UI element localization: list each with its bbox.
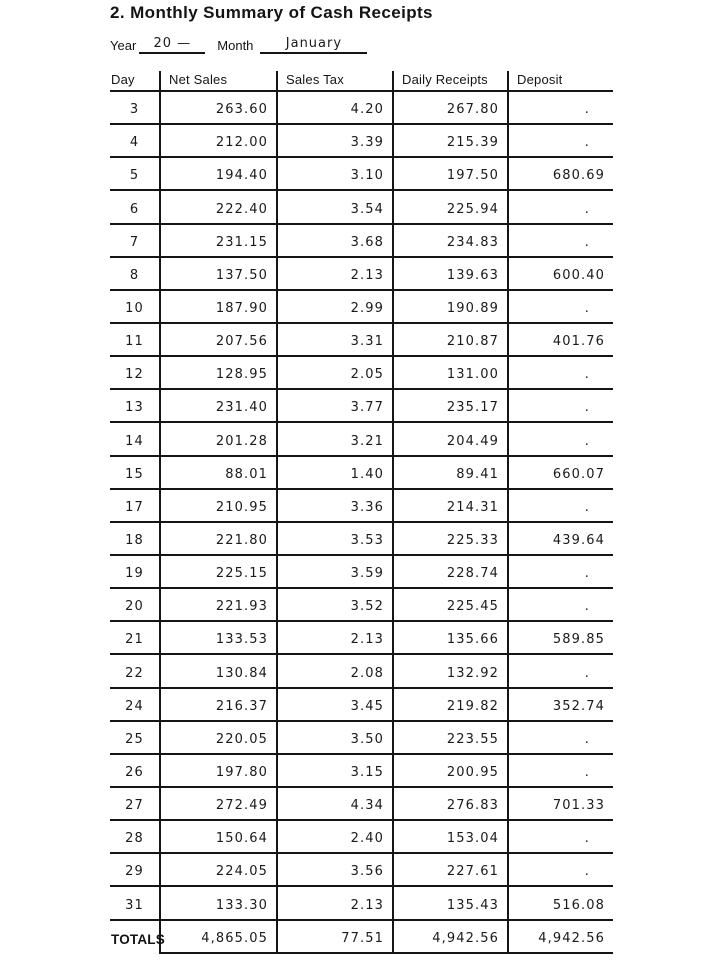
- table-row: [110, 588, 613, 621]
- cell-daily-receipts: 197.50: [393, 157, 508, 190]
- year-month-line: [110, 37, 367, 54]
- cell-sales-tax: 3.36: [277, 489, 393, 522]
- cell-net-sales: 224.05: [160, 853, 277, 886]
- cell-deposit: 701.33: [508, 787, 613, 820]
- month-value: January: [285, 36, 343, 51]
- cell-net-sales: 130.84: [160, 654, 277, 687]
- cell-day: 22: [110, 654, 160, 687]
- cell-net-sales: 216.37: [160, 688, 277, 721]
- cell-day: 12: [110, 356, 160, 389]
- cell-net-sales: 272.49: [160, 787, 277, 820]
- table-row: [110, 787, 613, 820]
- cell-sales-tax: 2.08: [277, 654, 393, 687]
- cell-net-sales: 133.53: [160, 621, 277, 654]
- cell-net-sales: 128.95: [160, 356, 277, 389]
- cell-daily-receipts: 223.55: [393, 721, 508, 754]
- cell-sales-tax: 3.52: [277, 588, 393, 621]
- cell-sales-tax: 2.99: [277, 290, 393, 323]
- page-title: 2. Monthly Summary of Cash Receipts: [110, 3, 433, 22]
- col-header-deposit: Deposit: [508, 71, 613, 91]
- cell-day: 18: [110, 522, 160, 555]
- cell-day: 8: [110, 257, 160, 290]
- cell-sales-tax: 2.40: [277, 820, 393, 853]
- cell-daily-receipts: 210.87: [393, 323, 508, 356]
- cell-sales-tax: 3.77: [277, 389, 393, 422]
- cell-daily-receipts: 267.80: [393, 91, 508, 124]
- cell-sales-tax: 3.31: [277, 323, 393, 356]
- cell-sales-tax: 3.53: [277, 522, 393, 555]
- totals-net-sales: 4,865.05: [160, 920, 277, 953]
- cell-net-sales: 231.15: [160, 224, 277, 257]
- cell-daily-receipts: 89.41: [393, 456, 508, 489]
- cell-day: 20: [110, 588, 160, 621]
- table-row: [110, 654, 613, 687]
- totals-label: TOTALS: [111, 931, 165, 947]
- cell-day: 7: [110, 224, 160, 257]
- cell-sales-tax: 2.05: [277, 356, 393, 389]
- cell-net-sales: 231.40: [160, 389, 277, 422]
- cell-daily-receipts: 131.00: [393, 356, 508, 389]
- cell-net-sales: 210.95: [160, 489, 277, 522]
- cell-deposit: .: [508, 754, 613, 787]
- cell-day: 6: [110, 190, 160, 223]
- table-row: [110, 224, 613, 257]
- cell-sales-tax: 3.50: [277, 721, 393, 754]
- cell-deposit: .: [508, 721, 613, 754]
- cell-deposit: 600.40: [508, 257, 613, 290]
- cell-deposit: .: [508, 224, 613, 257]
- cell-deposit: .: [508, 190, 613, 223]
- cell-sales-tax: 3.54: [277, 190, 393, 223]
- cell-daily-receipts: 227.61: [393, 853, 508, 886]
- cell-sales-tax: 1.40: [277, 456, 393, 489]
- table-row: [110, 754, 613, 787]
- table-row: [110, 257, 613, 290]
- cell-day: 17: [110, 489, 160, 522]
- cell-daily-receipts: 190.89: [393, 290, 508, 323]
- cell-day: 27: [110, 787, 160, 820]
- col-header-sales-tax: Sales Tax: [277, 71, 393, 91]
- cell-net-sales: 187.90: [160, 290, 277, 323]
- cell-sales-tax: 2.13: [277, 621, 393, 654]
- table-row: [110, 389, 613, 422]
- cell-sales-tax: 3.68: [277, 224, 393, 257]
- cell-deposit: 589.85: [508, 621, 613, 654]
- cell-deposit: .: [508, 124, 613, 157]
- cell-sales-tax: 3.45: [277, 688, 393, 721]
- cell-sales-tax: 3.10: [277, 157, 393, 190]
- cell-day: 24: [110, 688, 160, 721]
- cash-receipts-table: [110, 71, 613, 954]
- cell-day: 11: [110, 323, 160, 356]
- cell-daily-receipts: 139.63: [393, 257, 508, 290]
- month-label: Month: [217, 38, 254, 53]
- cell-day: 14: [110, 422, 160, 455]
- table-row: [110, 886, 613, 919]
- cell-deposit: 680.69: [508, 157, 613, 190]
- cell-deposit: .: [508, 654, 613, 687]
- table-row: [110, 688, 613, 721]
- col-header-daily-receipts: Daily Receipts: [393, 71, 508, 91]
- cell-day: 4: [110, 124, 160, 157]
- cell-deposit: .: [508, 489, 613, 522]
- cell-deposit: .: [508, 422, 613, 455]
- cell-day: 29: [110, 853, 160, 886]
- cell-net-sales: 221.80: [160, 522, 277, 555]
- cell-daily-receipts: 135.43: [393, 886, 508, 919]
- cell-sales-tax: 3.39: [277, 124, 393, 157]
- cell-day: 26: [110, 754, 160, 787]
- totals-daily-receipts: 4,942.56: [393, 920, 508, 953]
- cell-deposit: 401.76: [508, 323, 613, 356]
- cell-net-sales: 220.05: [160, 721, 277, 754]
- cell-net-sales: 133.30: [160, 886, 277, 919]
- cell-deposit: .: [508, 290, 613, 323]
- cell-sales-tax: 3.15: [277, 754, 393, 787]
- cell-day: 28: [110, 820, 160, 853]
- cell-net-sales: 222.40: [160, 190, 277, 223]
- table-header-row: [110, 71, 613, 91]
- cell-sales-tax: 2.13: [277, 886, 393, 919]
- cell-day: 21: [110, 621, 160, 654]
- cell-net-sales: 137.50: [160, 257, 277, 290]
- cell-daily-receipts: 135.66: [393, 621, 508, 654]
- table-row: [110, 456, 613, 489]
- cell-daily-receipts: 214.31: [393, 489, 508, 522]
- table-row: [110, 853, 613, 886]
- cell-daily-receipts: 225.94: [393, 190, 508, 223]
- cell-day: 13: [110, 389, 160, 422]
- cell-deposit: .: [508, 820, 613, 853]
- cell-deposit: 660.07: [508, 456, 613, 489]
- cell-day: 5: [110, 157, 160, 190]
- cell-daily-receipts: 215.39: [393, 124, 508, 157]
- year-field: [139, 35, 205, 54]
- cell-net-sales: 207.56: [160, 323, 277, 356]
- cell-daily-receipts: 200.95: [393, 754, 508, 787]
- table-row: [110, 290, 613, 323]
- cell-sales-tax: 3.59: [277, 555, 393, 588]
- cell-daily-receipts: 153.04: [393, 820, 508, 853]
- cell-daily-receipts: 132.92: [393, 654, 508, 687]
- table-row: [110, 721, 613, 754]
- cell-net-sales: 150.64: [160, 820, 277, 853]
- cell-daily-receipts: 276.83: [393, 787, 508, 820]
- cell-day: 25: [110, 721, 160, 754]
- totals-sales-tax: 77.51: [277, 920, 393, 953]
- table-row: [110, 91, 613, 124]
- cell-deposit: 516.08: [508, 886, 613, 919]
- cell-daily-receipts: 235.17: [393, 389, 508, 422]
- cell-deposit: .: [508, 555, 613, 588]
- table-row: [110, 422, 613, 455]
- cell-deposit: .: [508, 853, 613, 886]
- cell-sales-tax: 4.34: [277, 787, 393, 820]
- cell-day: 19: [110, 555, 160, 588]
- cell-deposit: .: [508, 91, 613, 124]
- cell-net-sales: 221.93: [160, 588, 277, 621]
- cell-daily-receipts: 219.82: [393, 688, 508, 721]
- cell-net-sales: 263.60: [160, 91, 277, 124]
- table-row: [110, 356, 613, 389]
- year-label: Year: [110, 38, 137, 53]
- col-header-net-sales: Net Sales: [160, 71, 277, 91]
- table-row: [110, 157, 613, 190]
- cell-net-sales: 194.40: [160, 157, 277, 190]
- cell-daily-receipts: 228.74: [393, 555, 508, 588]
- table-row: [110, 190, 613, 223]
- year-value: 20 —: [153, 36, 192, 51]
- cell-deposit: .: [508, 588, 613, 621]
- totals-deposit: 4,942.56: [508, 920, 613, 953]
- col-header-day: Day: [110, 71, 160, 91]
- cell-day: 10: [110, 290, 160, 323]
- cell-net-sales: 197.80: [160, 754, 277, 787]
- table-row: [110, 323, 613, 356]
- cell-deposit: .: [508, 389, 613, 422]
- table-row: [110, 522, 613, 555]
- totals-row: [110, 920, 613, 953]
- cell-sales-tax: 3.56: [277, 853, 393, 886]
- cell-net-sales: 201.28: [160, 422, 277, 455]
- cell-deposit: .: [508, 356, 613, 389]
- cell-day: 3: [110, 91, 160, 124]
- cell-deposit: 439.64: [508, 522, 613, 555]
- cell-daily-receipts: 234.83: [393, 224, 508, 257]
- month-field: [260, 35, 367, 54]
- table-row: [110, 621, 613, 654]
- cell-daily-receipts: 225.33: [393, 522, 508, 555]
- cell-net-sales: 225.15: [160, 555, 277, 588]
- table-row: [110, 555, 613, 588]
- cell-deposit: 352.74: [508, 688, 613, 721]
- cell-daily-receipts: 204.49: [393, 422, 508, 455]
- cell-day: 31: [110, 886, 160, 919]
- cell-daily-receipts: 225.45: [393, 588, 508, 621]
- cell-sales-tax: 3.21: [277, 422, 393, 455]
- cell-sales-tax: 4.20: [277, 91, 393, 124]
- table-row: [110, 489, 613, 522]
- cell-day: 15: [110, 456, 160, 489]
- cell-net-sales: 212.00: [160, 124, 277, 157]
- cell-sales-tax: 2.13: [277, 257, 393, 290]
- table-row: [110, 124, 613, 157]
- cell-net-sales: 88.01: [160, 456, 277, 489]
- table-row: [110, 820, 613, 853]
